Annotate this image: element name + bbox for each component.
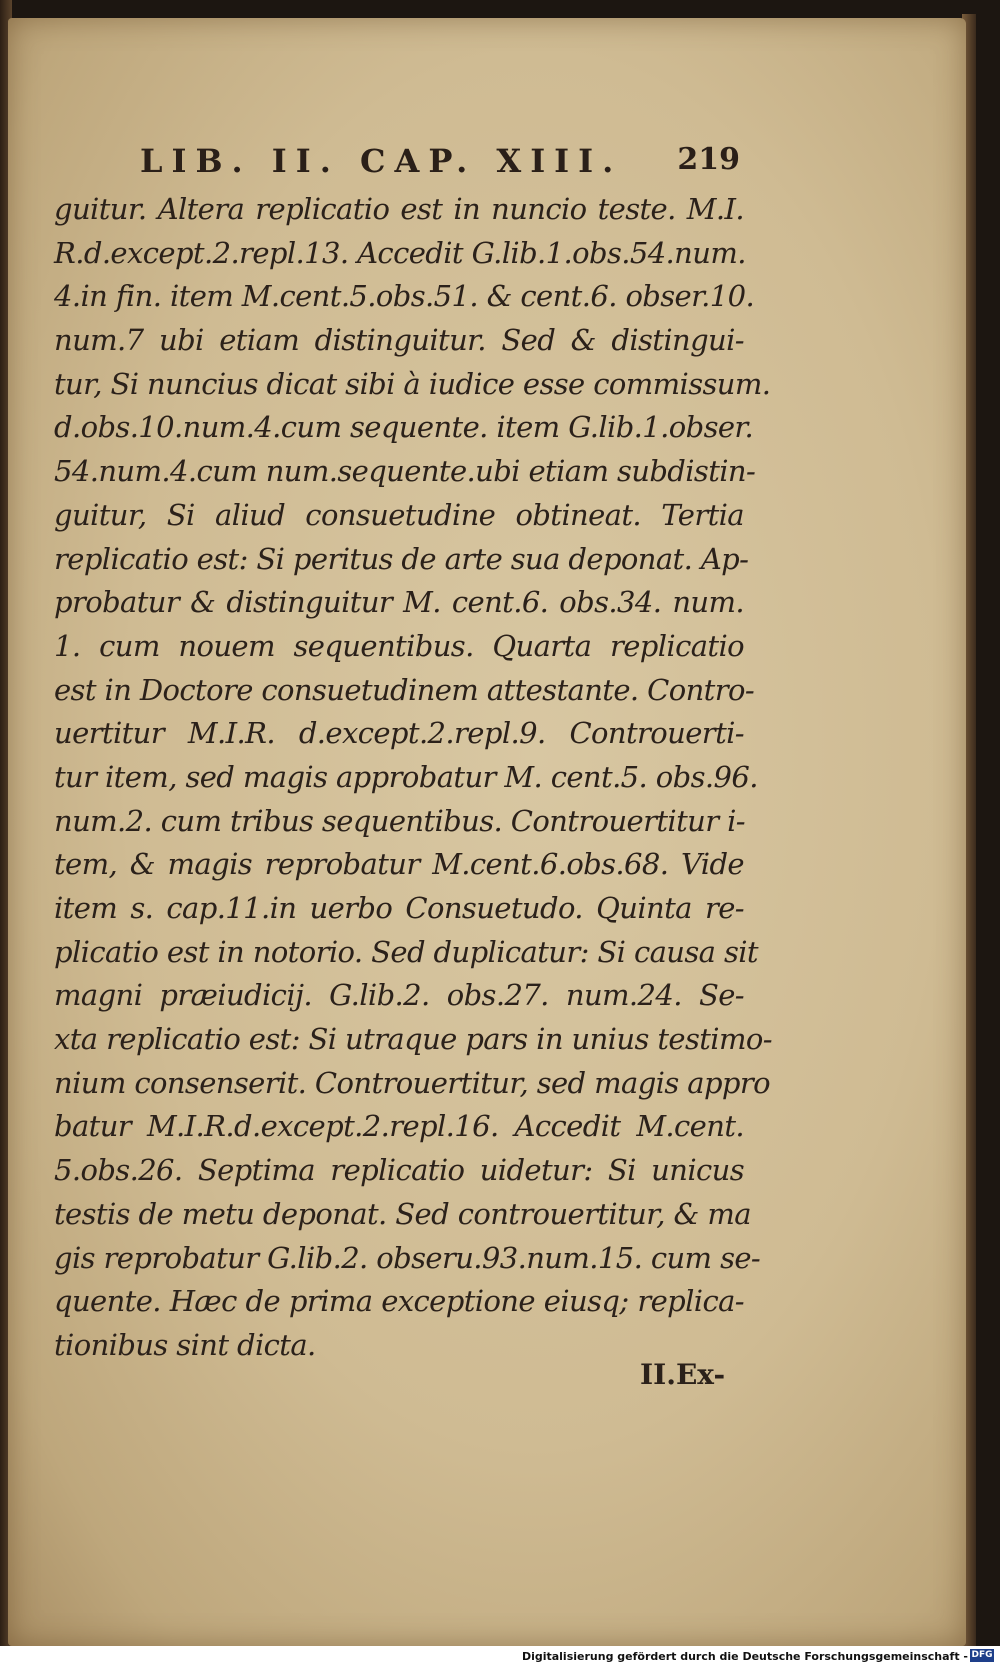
dfg-logo: DFG [971, 1650, 993, 1660]
running-head: LIB. II. CAP. XIII. [140, 142, 623, 180]
text-line: tem, & magis reprobatur M.cent.6.obs.68. Vide [54, 847, 744, 882]
text-line: guitur. Altera replicatio est in nuncio teste. M.I. [54, 192, 744, 226]
text-line: num.2. cum tribus sequentibus. Controuertitur i- [54, 803, 745, 838]
text-line: batur M.I.R.d.except.2.repl.16. Accedit M.cent. [54, 1109, 744, 1144]
text-line: nium consenserit. Controuertitur, sed magis appro [54, 1065, 770, 1100]
text-line: quente. Hæc de prima exceptione eiusq; replica- [54, 1284, 744, 1319]
text-line: xta replicatio est: Si utraque pars in unius testimo- [54, 1022, 772, 1057]
text-line: magni præiudicij. G.lib.2. obs.27. num.24. Se- [54, 978, 744, 1013]
text-line: tur, Si nuncius dicat sibi à iudice esse commissum. [54, 366, 771, 401]
text-line: 4.in fin. item M.cent.5.obs.51. & cent.6. obser.10. [54, 279, 755, 314]
text-line: 54.num.4.cum num.sequente.ubi etiam subdistin- [54, 454, 756, 489]
text-line: testis de metu deponat. Sed controuertitur, & ma [54, 1196, 751, 1231]
text-line: replicatio est: Si peritus de arte sua deponat. Ap- [54, 541, 749, 576]
text-line: probatur & distinguitur M. cent.6. obs.34. num. [54, 585, 744, 620]
text-line: est in Doctore consuetudinem attestante. Contro- [54, 672, 755, 707]
text-line: uertitur M.I.R. d.except.2.repl.9. Controuerti- [54, 716, 744, 751]
book-page [8, 18, 966, 1646]
text-line: tur item, sed magis approbatur M. cent.5. obs.96. [54, 759, 758, 794]
text-line: tionibus sint dicta. [54, 1327, 316, 1362]
page-number: 219 [677, 142, 740, 177]
text-line: R.d.except.2.repl.13. Accedit G.lib.1.obs.54.num. [54, 235, 746, 270]
text-line: item s. cap.11.in uerbo Consuetudo. Quinta re- [54, 891, 744, 925]
body-text [54, 188, 772, 1368]
text-line: 5.obs.26. Septima replicatio uidetur: Si unicus [54, 1153, 744, 1188]
text-line: plicatio est in notorio. Sed duplicatur: Si causa sit [54, 934, 758, 969]
text-line: 1. cum nouem sequentibus. Quarta replicatio [54, 628, 744, 663]
text-line: d.obs.10.num.4.cum sequente. item G.lib.1.obser. [54, 410, 754, 445]
digitization-credit: Digitalisierung gefördert durch die Deutsche Forschungsgemeinschaft - [521, 1650, 968, 1663]
text-line: num.7 ubi etiam distinguitur. Sed & distingui- [54, 323, 744, 358]
page-header [140, 142, 740, 192]
text-line: guitur, Si aliud consuetudine obtineat. Tertia [54, 497, 744, 532]
catchword: II.Ex- [640, 1358, 726, 1391]
text-line: gis reprobatur G.lib.2. obseru.93.num.15. cum se- [54, 1240, 761, 1275]
